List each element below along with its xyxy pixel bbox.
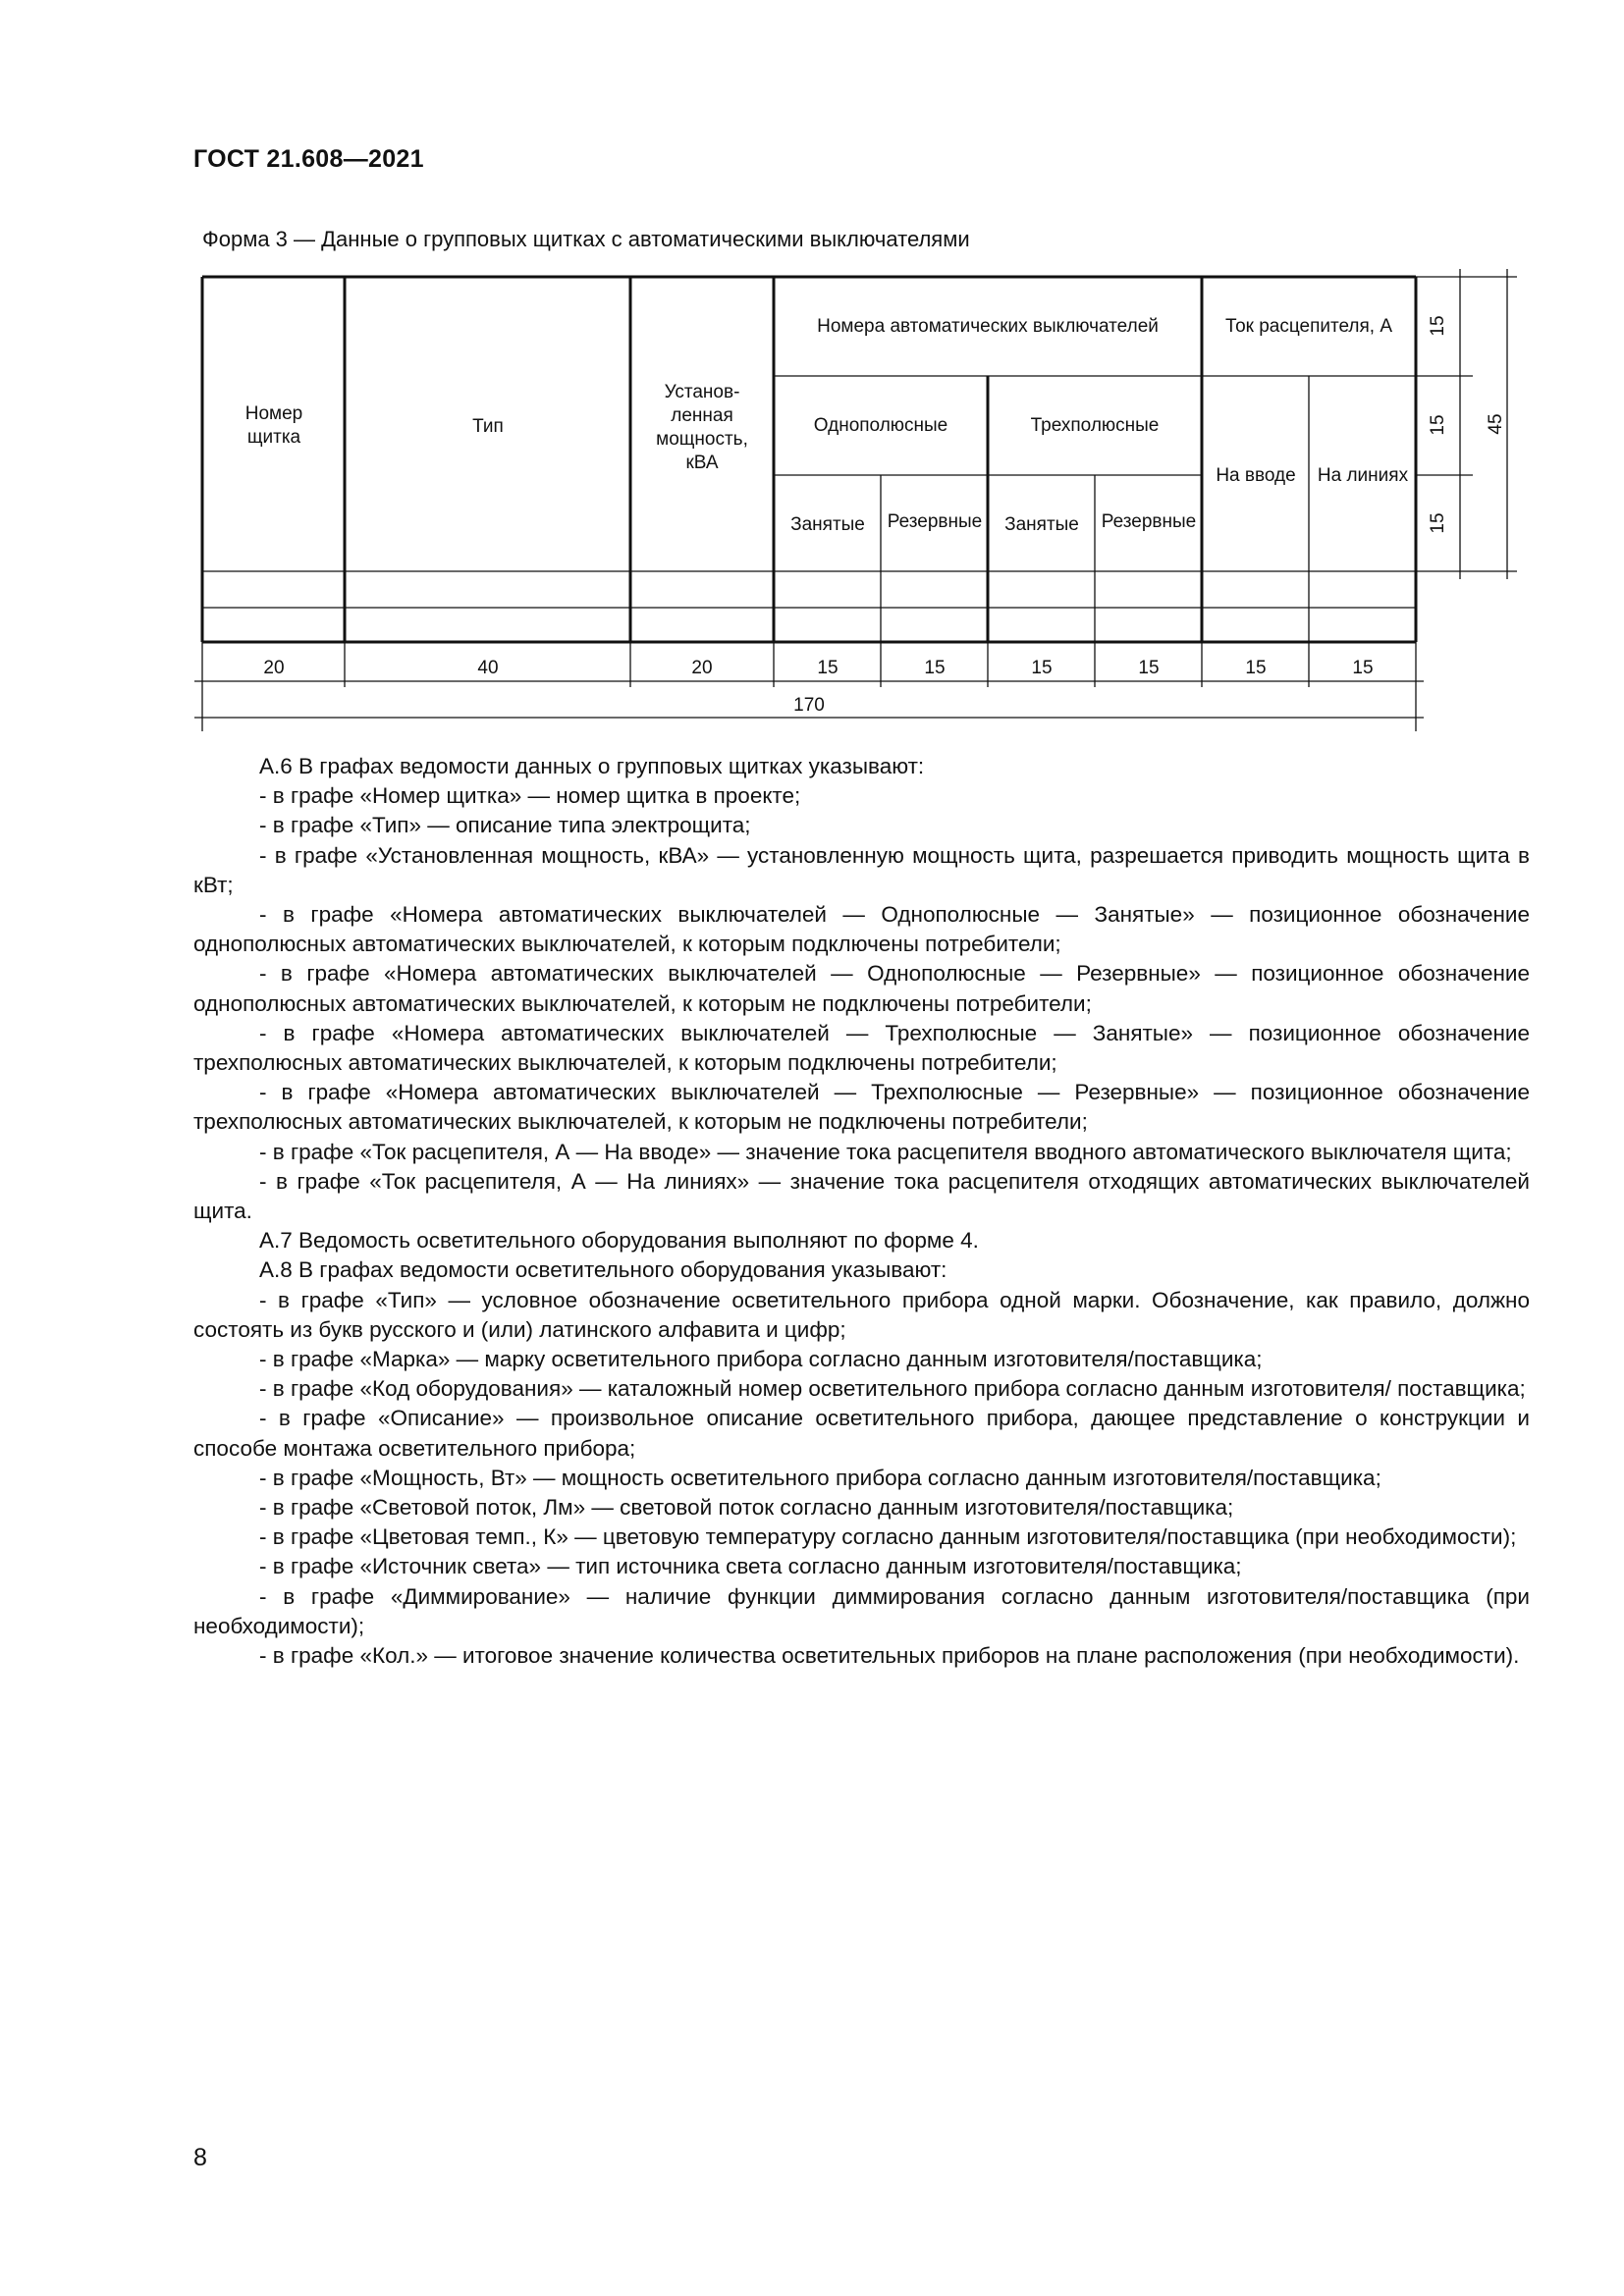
dim-width-col9: 15 [1352, 658, 1374, 678]
dim-width-col8: 15 [1245, 658, 1267, 678]
paragraph: - в графе «Описание» — произвольное описание осветительного прибора, дающее представление о конструкции и способе монтажа осветительного прибора; [193, 1406, 1530, 1461]
col-header-at-input: На вводе [1216, 465, 1296, 486]
paragraph: - в графе «Диммирование» — наличие функции диммирования согласно данным изготовителя/поставщика (при необходимости); [193, 1583, 1530, 1638]
dim-width-col2: 40 [477, 658, 499, 678]
dim-width-col3: 20 [691, 658, 713, 678]
col-header-occupied-single: Занятые [790, 514, 865, 535]
dim-height-row1: 15 [1428, 315, 1448, 337]
col-header-on-lines: На линиях [1317, 465, 1409, 486]
paragraph: - в графе «Ток расцепителя, А — На линиях» — значение тока расцепителя отходящих автоматических выключателей щита. [193, 1168, 1530, 1224]
width-dimension-ticks [194, 642, 1424, 731]
dim-height-row2: 15 [1428, 414, 1448, 436]
col-header-shield-number-line1: Номер [244, 403, 303, 424]
dim-height-total: 45 [1486, 413, 1506, 435]
col-header-reserve-three: Резервные [1101, 511, 1197, 532]
page-number: 8 [193, 2144, 207, 2171]
paragraph: - в графе «Марка» — марку осветительного прибора согласно данным изготовителя/поставщика; [259, 1347, 1263, 1372]
col-header-single-pole: Однополюсные [813, 415, 948, 436]
col-header-reserve-single: Резервные [887, 511, 983, 532]
col-header-installed-power-line4: кВА [685, 453, 719, 473]
paragraph: - в графе «Ток расцепителя, А — На вводе» — значение тока расцепителя вводного автоматического выключателя щита; [259, 1139, 1512, 1164]
paragraph: - в графе «Номера автоматических выключателей — Трехполюсные — Занятые» — позиционное обозначение трехполюсных автоматических выключателей, к которым подключены потребители; [193, 1020, 1530, 1076]
col-header-installed-power-line3: мощность, [656, 429, 748, 450]
body-text [193, 752, 1530, 1671]
col-header-installed-power-line2: ленная [671, 405, 733, 426]
col-header-shield-number-line2: щитка [246, 427, 301, 448]
col-header-type: Тип [472, 416, 504, 437]
col-header-occupied-three: Занятые [1004, 514, 1079, 535]
paragraph: - в графе «Источник света» — тип источника света согласно данным изготовителя/поставщика; [259, 1554, 1242, 1579]
dim-total-width: 170 [793, 695, 825, 716]
col-header-breaker-numbers: Номера автоматических выключателей [817, 316, 1159, 337]
form-3-table-drawing [0, 0, 1624, 766]
paragraph: - в графе «Тип» — условное обозначение осветительного прибора одной марки. Обозначение, как правило, должно состоять из букв русского и (или) латинского алфавита и цифр; [193, 1287, 1530, 1342]
form-caption: Форма 3 — Данные о групповых щитках с автоматическими выключателями [202, 227, 970, 251]
paragraph: - в графе «Цветовая темп., К» — цветовую температуру согласно данным изготовителя/поставщика (при необходимости); [259, 1524, 1517, 1550]
paragraph: - в графе «Номер щитка» — номер щитка в проекте; [259, 783, 801, 809]
col-header-three-pole: Трехполюсные [1030, 415, 1160, 436]
paragraph: - в графе «Код оборудования» — каталожный номер осветительного прибора согласно данным изготовителя/ поставщика; [259, 1376, 1526, 1402]
paragraph: - в графе «Кол.» — итоговое значение количества осветительных приборов на плане расположения (при необходимости). [259, 1643, 1520, 1669]
dim-width-col1: 20 [263, 658, 285, 678]
paragraph: - в графе «Мощность, Вт» — мощность осветительного прибора согласно данным изготовителя/поставщика; [259, 1465, 1381, 1490]
header-row-lines [202, 376, 1416, 608]
paragraph: А.8 В графах ведомости осветительного оборудования указывают: [259, 1257, 947, 1283]
document-code-header: ГОСТ 21.608—2021 [193, 145, 424, 173]
dim-width-col6: 15 [1031, 658, 1053, 678]
paragraph: А.7 Ведомость осветительного оборудования выполняют по форме 4. [259, 1228, 979, 1254]
paragraph: - в графе «Установленная мощность, кВА» — установленную мощность щита, разрешается приводить мощность щита в кВт; [193, 842, 1530, 897]
col-header-installed-power-line1: Установ- [664, 382, 740, 402]
paragraph: - в графе «Номера автоматических выключателей — Трехполюсные — Резервные» — позиционное обозначение трехполюсных автоматических выключателей, к которым не подключены потребители; [193, 1080, 1530, 1135]
paragraph: А.6 В графах ведомости данных о групповых щитках указывают: [259, 754, 925, 778]
dim-width-col4: 15 [817, 658, 839, 678]
dim-width-col5: 15 [924, 658, 946, 678]
paragraph: - в графе «Номера автоматических выключателей — Однополюсные — Резервные» — позиционное обозначение однополюсных автоматических выключателей, к которым не подключены потребители; [193, 961, 1530, 1016]
paragraph: - в графе «Световой поток, Лм» — световой поток согласно данным изготовителя/поставщика; [259, 1495, 1234, 1521]
paragraph: - в графе «Тип» — описание типа электрощита; [259, 813, 751, 838]
dim-width-col7: 15 [1138, 658, 1160, 678]
col-header-trip-current: Ток расцепителя, А [1224, 316, 1393, 337]
paragraph: - в графе «Номера автоматических выключателей — Однополюсные — Занятые» — позиционное обозначение однополюсных автоматических выключателей, к которым подключены потребители; [193, 902, 1530, 957]
dim-height-row3: 15 [1428, 512, 1448, 534]
